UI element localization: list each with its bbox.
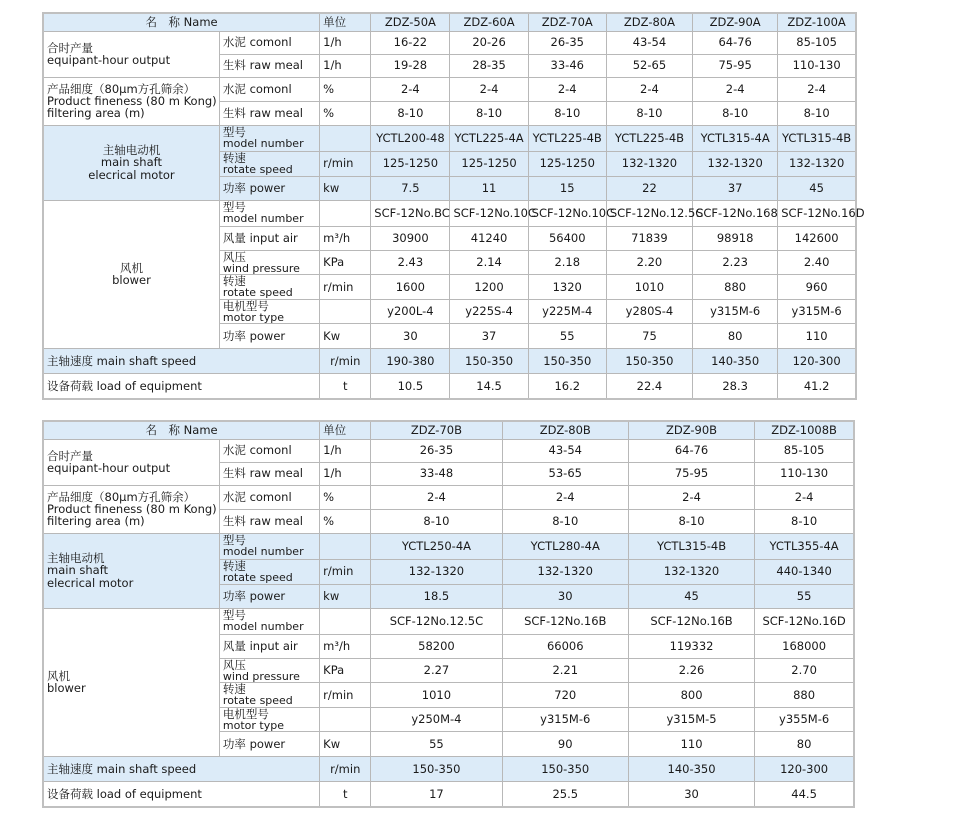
unit-cell: 1/h xyxy=(320,54,371,77)
table-row xyxy=(43,77,856,101)
model-header: ZDZ-80B xyxy=(502,421,628,439)
value-cell: 720 xyxy=(502,683,628,708)
model-header: ZDZ-50A xyxy=(371,13,450,31)
parameter-label xyxy=(219,683,319,708)
value-cell: 19-28 xyxy=(371,54,450,77)
group-label-line: 合时产量 xyxy=(47,448,93,463)
value-cell: 33-48 xyxy=(371,462,502,485)
value-cell: YCTL225-4A xyxy=(450,125,528,151)
value-cell: 66006 xyxy=(502,634,628,658)
value-cell: YCTL315-4B xyxy=(778,125,856,151)
value-cell: y315M-6 xyxy=(693,299,778,324)
value-cell: 56400 xyxy=(528,226,606,250)
row-label: 设备荷载 load of equipment xyxy=(43,374,320,399)
unit-cell: 1/h xyxy=(320,439,371,462)
model-header: ZDZ-70B xyxy=(371,421,502,439)
value-cell: 880 xyxy=(755,683,854,708)
value-cell: SCF-12No.16D xyxy=(755,608,854,634)
value-cell: 75-95 xyxy=(628,462,754,485)
value-cell: SCF-12No.16B xyxy=(502,608,628,634)
row-label: 设备荷载 load of equipment xyxy=(43,782,320,807)
value-cell: 2.70 xyxy=(755,658,854,683)
value-cell: 2-4 xyxy=(606,77,692,101)
group-label-line: 主轴电动机 xyxy=(47,551,105,566)
value-cell: 30 xyxy=(371,324,450,349)
group-label xyxy=(43,485,219,533)
parameter-label xyxy=(219,299,319,324)
value-cell: 28-35 xyxy=(450,54,528,77)
value-cell: YCTL250-4A xyxy=(371,533,502,559)
value-cell: 25.5 xyxy=(502,782,628,807)
parameter-label: 水泥 comonl xyxy=(219,31,319,54)
table-row xyxy=(43,200,856,226)
value-cell: 132-1320 xyxy=(606,151,692,176)
value-cell: 132-1320 xyxy=(693,151,778,176)
value-cell: 64-76 xyxy=(693,31,778,54)
value-cell: YCTL315-4A xyxy=(693,125,778,151)
row-label: 主轴速度 main shaft speed xyxy=(43,757,320,782)
value-cell: 125-1250 xyxy=(371,151,450,176)
value-cell: 2.27 xyxy=(371,658,502,683)
value-cell: 20-26 xyxy=(450,31,528,54)
unit-cell: kw xyxy=(320,176,371,200)
model-header: ZDZ-60A xyxy=(450,13,528,31)
unit-cell: t xyxy=(320,782,371,807)
parameter-label-line: 型号 xyxy=(222,608,246,623)
group-label xyxy=(43,125,219,200)
parameter-label xyxy=(219,608,319,634)
value-cell: 85-105 xyxy=(778,31,856,54)
group-label-line: equipant-hour output xyxy=(47,53,171,67)
parameter-label xyxy=(219,275,319,300)
shaft-speed-row xyxy=(43,349,856,374)
value-cell: 8-10 xyxy=(778,101,856,125)
unit-cell xyxy=(320,707,371,732)
parameter-label-line: 电机型号 xyxy=(222,298,269,313)
group-label-line: elecrical motor xyxy=(88,167,175,182)
parameter-label xyxy=(219,707,319,732)
parameter-label xyxy=(219,125,319,151)
parameter-label-line: 转速 xyxy=(222,682,246,697)
parameter-label: 功率 power xyxy=(219,176,319,200)
value-cell: 55 xyxy=(755,584,854,608)
parameter-label: 水泥 comonl xyxy=(219,439,319,462)
parameter-label-line: 型号 xyxy=(222,200,246,215)
load-row xyxy=(43,374,856,399)
value-cell: 71839 xyxy=(606,226,692,250)
value-cell: 28.3 xyxy=(693,374,778,399)
value-cell: 8-10 xyxy=(371,509,502,533)
value-cell: 26-35 xyxy=(528,31,606,54)
parameter-label-line: motor type xyxy=(222,310,285,324)
value-cell: 30900 xyxy=(371,226,450,250)
value-cell: 2-4 xyxy=(755,485,854,509)
parameter-label-line: rotate speed xyxy=(222,570,293,584)
value-cell: 7.5 xyxy=(371,176,450,200)
value-cell: 8-10 xyxy=(606,101,692,125)
value-cell: 2.14 xyxy=(450,250,528,275)
parameter-label-line: model number xyxy=(222,137,304,151)
value-cell: YCTL280-4A xyxy=(502,533,628,559)
parameter-label xyxy=(219,250,319,275)
value-cell: 132-1320 xyxy=(778,151,856,176)
spec-table-a-series xyxy=(42,12,865,400)
group-label-line: main shaft xyxy=(100,155,162,170)
value-cell: 2.18 xyxy=(528,250,606,275)
value-cell: 2-4 xyxy=(502,485,628,509)
value-cell: 55 xyxy=(528,324,606,349)
header-name: 名 称 Name xyxy=(43,13,320,31)
table-row xyxy=(43,125,856,151)
group-label-line: Product fineness (80 m Kong) xyxy=(47,501,217,516)
parameter-label: 水泥 comonl xyxy=(219,77,319,101)
unit-cell: KPa xyxy=(320,658,371,683)
parameter-label-line: 转速 xyxy=(222,558,246,573)
value-cell: YCTL315-4B xyxy=(628,533,754,559)
parameter-label-line: motor type xyxy=(222,718,285,732)
model-header: ZDZ-90A xyxy=(693,13,778,31)
parameter-label: 功率 power xyxy=(219,324,319,349)
value-cell: 16-22 xyxy=(371,31,450,54)
load-row xyxy=(43,782,854,807)
value-cell: 2.40 xyxy=(778,250,856,275)
value-cell: 11 xyxy=(450,176,528,200)
parameter-label: 生料 raw meal xyxy=(219,101,319,125)
spec-table-b-series xyxy=(42,420,855,808)
shaft-speed-row xyxy=(43,757,854,782)
group-label xyxy=(43,533,219,608)
value-cell: YCTL355-4A xyxy=(755,533,854,559)
parameter-label-line: rotate speed xyxy=(222,162,293,176)
value-cell: y280S-4 xyxy=(606,299,692,324)
unit-cell: Kw xyxy=(320,732,371,757)
value-cell: 1600 xyxy=(371,275,450,300)
value-cell: 2-4 xyxy=(450,77,528,101)
unit-cell xyxy=(320,200,371,226)
value-cell: 33-46 xyxy=(528,54,606,77)
value-cell: 30 xyxy=(628,782,754,807)
row-label: 主轴速度 main shaft speed xyxy=(43,349,320,374)
group-label-line: equipant-hour output xyxy=(47,461,171,475)
value-cell: 2.26 xyxy=(628,658,754,683)
value-cell: 119332 xyxy=(628,634,754,658)
group-label-line: blower xyxy=(112,273,151,288)
value-cell: 80 xyxy=(693,324,778,349)
model-header: ZDZ-70A xyxy=(528,13,606,31)
value-cell: SCF-12No.12.5C xyxy=(371,608,502,634)
value-cell: y225S-4 xyxy=(450,299,528,324)
value-cell: 960 xyxy=(778,275,856,300)
model-header: ZDZ-100A xyxy=(778,13,856,31)
value-cell: 8-10 xyxy=(502,509,628,533)
parameter-label-line: rotate speed xyxy=(222,286,293,300)
value-cell: 2-4 xyxy=(371,77,450,101)
parameter-label: 生料 raw meal xyxy=(219,462,319,485)
group-label-line: main shaft xyxy=(47,563,109,578)
unit-cell xyxy=(320,533,371,559)
value-cell: 440-1340 xyxy=(755,559,854,584)
value-cell: 150-350 xyxy=(502,757,628,782)
group-label-line: Product fineness (80 m Kong) xyxy=(47,93,217,108)
value-cell: y225M-4 xyxy=(528,299,606,324)
value-cell: 98918 xyxy=(693,226,778,250)
value-cell: 75-95 xyxy=(693,54,778,77)
value-cell: 190-380 xyxy=(371,349,450,374)
group-label-line: filtering area (m) xyxy=(47,514,145,529)
value-cell: YCTL200-48 xyxy=(371,125,450,151)
value-cell: 55 xyxy=(371,732,502,757)
model-header: ZDZ-80A xyxy=(606,13,692,31)
value-cell: 64-76 xyxy=(628,439,754,462)
unit-cell: r/min xyxy=(320,683,371,708)
group-label xyxy=(43,77,219,125)
unit-cell: r/min xyxy=(320,275,371,300)
value-cell: 75 xyxy=(606,324,692,349)
value-cell: 90 xyxy=(502,732,628,757)
value-cell: 22 xyxy=(606,176,692,200)
parameter-label-line: model number xyxy=(222,545,304,559)
value-cell: SCF-12No.16D xyxy=(778,200,856,226)
unit-cell: m³/h xyxy=(320,634,371,658)
value-cell: 41.2 xyxy=(778,374,856,399)
group-label-line: blower xyxy=(47,681,86,696)
group-label xyxy=(43,31,219,77)
value-cell: 85-105 xyxy=(755,439,854,462)
value-cell: 2.43 xyxy=(371,250,450,275)
value-cell: 168000 xyxy=(755,634,854,658)
parameter-label-line: wind pressure xyxy=(222,261,300,275)
value-cell: 120-300 xyxy=(755,757,854,782)
value-cell: 8-10 xyxy=(450,101,528,125)
parameter-label-line: wind pressure xyxy=(222,669,300,683)
unit-cell: r/min xyxy=(320,559,371,584)
unit-cell: r/min xyxy=(320,349,371,374)
value-cell: 43-54 xyxy=(606,31,692,54)
parameter-label: 生料 raw meal xyxy=(219,54,319,77)
value-cell: 8-10 xyxy=(693,101,778,125)
value-cell: 15 xyxy=(528,176,606,200)
value-cell: 2.21 xyxy=(502,658,628,683)
value-cell: 120-300 xyxy=(778,349,856,374)
value-cell: 8-10 xyxy=(628,509,754,533)
table-row xyxy=(43,533,854,559)
parameter-label xyxy=(219,200,319,226)
value-cell: 140-350 xyxy=(628,757,754,782)
value-cell: 45 xyxy=(628,584,754,608)
value-cell: 52-65 xyxy=(606,54,692,77)
unit-cell xyxy=(320,608,371,634)
value-cell: 880 xyxy=(693,275,778,300)
value-cell: 150-350 xyxy=(450,349,528,374)
parameter-label-line: rotate speed xyxy=(222,694,293,708)
unit-cell: % xyxy=(320,101,371,125)
unit-cell: m³/h xyxy=(320,226,371,250)
parameter-label-line: 风压 xyxy=(222,657,246,672)
value-cell: 142600 xyxy=(778,226,856,250)
value-cell: 53-65 xyxy=(502,462,628,485)
value-cell: 2-4 xyxy=(528,77,606,101)
unit-cell: % xyxy=(320,509,371,533)
unit-cell: 1/h xyxy=(320,31,371,54)
value-cell: SCF-12No.168 xyxy=(693,200,778,226)
parameter-label-line: 风压 xyxy=(222,249,246,264)
value-cell: 10.5 xyxy=(371,374,450,399)
parameter-label: 水泥 comonl xyxy=(219,485,319,509)
group-label-line: 产品细度（80μm方孔筛余） xyxy=(47,489,196,504)
parameter-label-line: model number xyxy=(222,620,304,634)
value-cell: 2-4 xyxy=(778,77,856,101)
unit-cell: Kw xyxy=(320,324,371,349)
group-label-line: 合时产量 xyxy=(47,40,93,55)
value-cell: 30 xyxy=(502,584,628,608)
value-cell: 26-35 xyxy=(371,439,502,462)
parameter-label-line: 转速 xyxy=(222,274,246,289)
value-cell: 1320 xyxy=(528,275,606,300)
value-cell: 2.23 xyxy=(693,250,778,275)
value-cell: 132-1320 xyxy=(371,559,502,584)
value-cell: 132-1320 xyxy=(628,559,754,584)
parameter-label xyxy=(219,151,319,176)
group-label xyxy=(43,200,219,349)
unit-cell: KPa xyxy=(320,250,371,275)
value-cell: y355M-6 xyxy=(755,707,854,732)
value-cell: 2.20 xyxy=(606,250,692,275)
unit-cell xyxy=(320,125,371,151)
value-cell: 43-54 xyxy=(502,439,628,462)
unit-cell: % xyxy=(320,485,371,509)
group-label-line: elecrical motor xyxy=(47,575,134,590)
value-cell: 110-130 xyxy=(755,462,854,485)
group-label-line: 产品细度（80μm方孔筛余） xyxy=(47,81,196,96)
value-cell: 110 xyxy=(778,324,856,349)
unit-cell: kw xyxy=(320,584,371,608)
value-cell: 150-350 xyxy=(606,349,692,374)
value-cell: 1010 xyxy=(606,275,692,300)
parameter-label-line: 电机型号 xyxy=(222,706,269,721)
unit-cell: 1/h xyxy=(320,462,371,485)
parameter-label xyxy=(219,559,319,584)
parameter-label xyxy=(219,533,319,559)
unit-cell: r/min xyxy=(320,757,371,782)
value-cell: SCF-12No.16B xyxy=(628,608,754,634)
value-cell: 80 xyxy=(755,732,854,757)
value-cell: 44.5 xyxy=(755,782,854,807)
value-cell: 8-10 xyxy=(371,101,450,125)
group-label xyxy=(43,439,219,485)
value-cell: 110-130 xyxy=(778,54,856,77)
unit-cell xyxy=(320,299,371,324)
value-cell: 1010 xyxy=(371,683,502,708)
value-cell: SCF-12No.BC xyxy=(371,200,450,226)
value-cell: 22.4 xyxy=(606,374,692,399)
value-cell: YCTL225-4B xyxy=(606,125,692,151)
value-cell: 140-350 xyxy=(693,349,778,374)
value-cell: 110 xyxy=(628,732,754,757)
unit-cell: % xyxy=(320,77,371,101)
value-cell: 8-10 xyxy=(528,101,606,125)
header-row xyxy=(43,13,856,31)
value-cell: SCF-12No.10C xyxy=(450,200,528,226)
table-row xyxy=(43,439,854,462)
value-cell: 45 xyxy=(778,176,856,200)
value-cell: y250M-4 xyxy=(371,707,502,732)
value-cell: 18.5 xyxy=(371,584,502,608)
value-cell: 8-10 xyxy=(755,509,854,533)
value-cell: YCTL225-4B xyxy=(528,125,606,151)
parameter-label: 风量 input air xyxy=(219,634,319,658)
model-header: ZDZ-90B xyxy=(628,421,754,439)
value-cell: 132-1320 xyxy=(502,559,628,584)
parameter-label-line: 转速 xyxy=(222,150,246,165)
header-unit: 单位 xyxy=(320,421,371,439)
value-cell: 1200 xyxy=(450,275,528,300)
value-cell: 125-1250 xyxy=(450,151,528,176)
value-cell: 125-1250 xyxy=(528,151,606,176)
value-cell: y200L-4 xyxy=(371,299,450,324)
model-header: ZDZ-1008B xyxy=(755,421,854,439)
parameter-label-line: 型号 xyxy=(222,125,246,140)
value-cell: 2-4 xyxy=(693,77,778,101)
parameter-label: 功率 power xyxy=(219,584,319,608)
value-cell: 16.2 xyxy=(528,374,606,399)
value-cell: 41240 xyxy=(450,226,528,250)
value-cell: SCF-12No.12.5C xyxy=(606,200,692,226)
value-cell: 17 xyxy=(371,782,502,807)
parameter-label: 风量 input air xyxy=(219,226,319,250)
group-label-line: 风机 xyxy=(47,669,70,684)
table-row xyxy=(43,485,854,509)
table-row xyxy=(43,608,854,634)
group-label-line: 风机 xyxy=(119,261,143,276)
unit-cell: r/min xyxy=(320,151,371,176)
value-cell: 58200 xyxy=(371,634,502,658)
value-cell: y315M-6 xyxy=(502,707,628,732)
group-label xyxy=(43,608,219,757)
value-cell: y315M-5 xyxy=(628,707,754,732)
value-cell: y315M-6 xyxy=(778,299,856,324)
parameter-label: 生料 raw meal xyxy=(219,509,319,533)
value-cell: 2-4 xyxy=(371,485,502,509)
value-cell: SCF-12No.10C xyxy=(528,200,606,226)
parameter-label-line: model number xyxy=(222,212,304,226)
group-label-line: 主轴电动机 xyxy=(102,143,161,158)
group-label-line: filtering area (m) xyxy=(47,106,145,121)
value-cell: 37 xyxy=(450,324,528,349)
value-cell: 37 xyxy=(693,176,778,200)
table-row xyxy=(43,31,856,54)
parameter-label xyxy=(219,658,319,683)
header-name: 名 称 Name xyxy=(43,421,320,439)
value-cell: 150-350 xyxy=(528,349,606,374)
value-cell: 14.5 xyxy=(450,374,528,399)
value-cell: 800 xyxy=(628,683,754,708)
parameter-label: 功率 power xyxy=(219,732,319,757)
value-cell: 2-4 xyxy=(628,485,754,509)
value-cell: 150-350 xyxy=(371,757,502,782)
header-unit: 单位 xyxy=(320,13,371,31)
parameter-label-line: 型号 xyxy=(222,533,246,548)
unit-cell: t xyxy=(320,374,371,399)
header-row xyxy=(43,421,854,439)
